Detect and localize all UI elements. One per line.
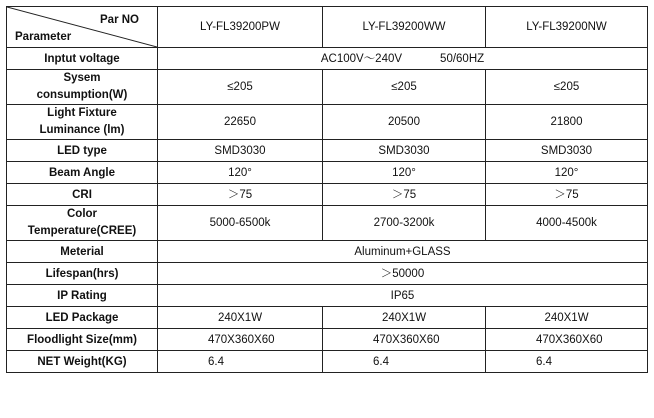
voltage-value (158, 48, 648, 70)
row-luminance (7, 105, 648, 140)
param-label (7, 70, 158, 105)
value-cell: 6.4 (158, 351, 323, 373)
param-label: CRI (7, 184, 158, 206)
row-consumption (7, 70, 648, 105)
param-label (7, 206, 158, 241)
param-label-line: consumption(W) (36, 89, 128, 101)
value-cell: 5000-6500k (158, 206, 323, 241)
value-cell: 120° (158, 162, 323, 184)
param-label (7, 105, 158, 140)
voltage-frequency: 50/60HZ (440, 52, 485, 65)
value-cell: 6.4 (323, 351, 486, 373)
param-label-line: Color (66, 208, 98, 220)
param-label: IP Rating (7, 285, 158, 307)
value-cell: ＞75 (486, 184, 648, 206)
param-label-line: Luminance (lm) (39, 124, 125, 136)
param-label-line: Sysem (63, 72, 101, 84)
value-cell: 240X1W (158, 307, 323, 329)
param-label-line: Temperature(CREE) (27, 225, 137, 237)
value-cell: ≤205 (323, 70, 486, 105)
model-header: LY-FL39200WW (323, 7, 486, 48)
value-cell: 470X360X60 (323, 329, 486, 351)
value-cell: ＞75 (323, 184, 486, 206)
value-cell: 470X360X60 (486, 329, 648, 351)
value-cell: ＞75 (158, 184, 323, 206)
value-cell: 120° (486, 162, 648, 184)
value-cell: SMD3030 (323, 140, 486, 162)
param-label: NET Weight(KG) (7, 351, 158, 373)
row-led-type (7, 140, 648, 162)
row-ip-rating (7, 285, 648, 307)
row-led-package (7, 307, 648, 329)
voltage-range: AC100V～240V (320, 52, 403, 65)
row-floodlight-size (7, 329, 648, 351)
param-label: Floodlight Size(mm) (7, 329, 158, 351)
value-cell: 120° (323, 162, 486, 184)
model-header: LY-FL39200NW (486, 7, 648, 48)
value-cell: 21800 (486, 105, 648, 140)
param-label: Lifespan(hrs) (7, 263, 158, 285)
row-input-voltage (7, 48, 648, 70)
row-color-temperature (7, 206, 648, 241)
value-cell: 6.4 (486, 351, 648, 373)
spec-table (6, 6, 648, 373)
value-cell-span: ＞50000 (158, 263, 648, 285)
value-cell: ≤205 (486, 70, 648, 105)
param-label: LED type (7, 140, 158, 162)
param-label-line: Light Fixture (47, 107, 117, 119)
value-cell: 22650 (158, 105, 323, 140)
header-row (7, 7, 648, 48)
row-material (7, 241, 648, 263)
model-header: LY-FL39200PW (158, 7, 323, 48)
row-cri (7, 184, 648, 206)
corner-cell (7, 7, 158, 48)
param-label: Inptut voltage (7, 48, 158, 70)
value-cell: ≤205 (158, 70, 323, 105)
row-net-weight (7, 351, 648, 373)
value-cell: 240X1W (486, 307, 648, 329)
value-cell: 470X360X60 (158, 329, 323, 351)
corner-bottom-label: Parameter (15, 31, 72, 43)
value-cell: 240X1W (323, 307, 486, 329)
param-label: LED Package (7, 307, 158, 329)
value-cell: SMD3030 (486, 140, 648, 162)
row-lifespan (7, 263, 648, 285)
param-label: Beam Angle (7, 162, 158, 184)
param-label: Meterial (7, 241, 158, 263)
value-cell: 2700-3200k (323, 206, 486, 241)
corner-top-label: Par NO (100, 14, 139, 26)
value-cell: SMD3030 (158, 140, 323, 162)
value-cell: 4000-4500k (486, 206, 648, 241)
value-cell-span: IP65 (158, 285, 648, 307)
value-cell: 20500 (323, 105, 486, 140)
row-beam-angle (7, 162, 648, 184)
value-cell-span: Aluminum+GLASS (158, 241, 648, 263)
